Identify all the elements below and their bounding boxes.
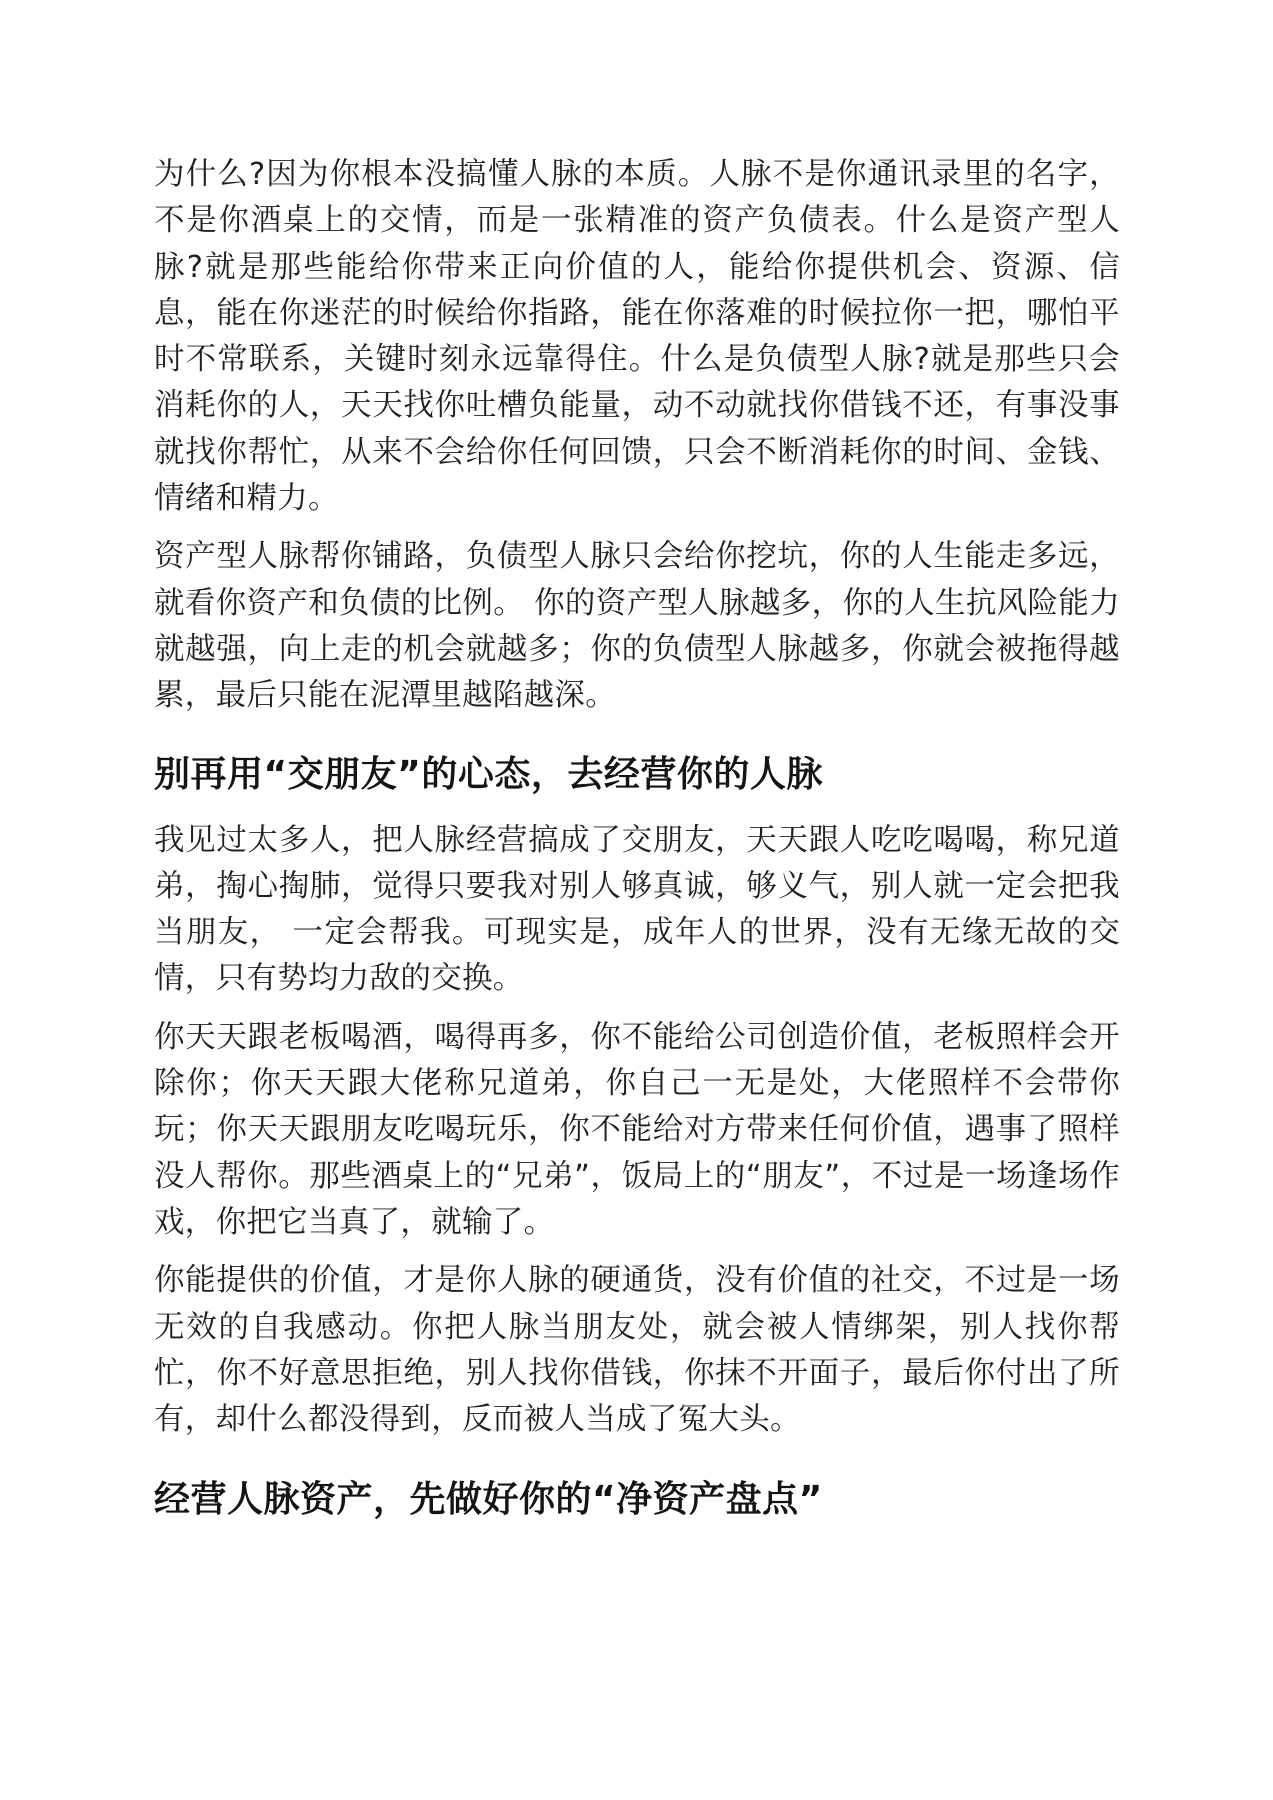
- paragraph-friendship: 我见过太多人，把人脉经营搞成了交朋友，天天跟人吃吃喝喝，称兄道弟，掏心掏肺，觉得只要我对别人够真诚，够义气，别人就一定会把我当朋友， 一定会帮我。可现实是，成年人的世界，没有无缘无故的交情，只有势均力敌的交换。: [154, 822, 1120, 997]
- paragraph-ratio: 资产型人脉帮你铺路，负债型人脉只会给你挖坑，你的人生能走多远，就看你资产和负债的比例。 你的资产型人脉越多，你的人生抗风险能力就越强，向上走的机会就越多；你的负债型人脉越多，你就会被拖得越累，最后只能在泥潭里越陷越深。: [154, 539, 1120, 714]
- section-heading-net-asset: 经营人脉资产，先做好你的“净资产盘点”: [154, 1479, 823, 1521]
- paragraph-boss-example: 你天天跟老板喝酒，喝得再多，你不能给公司创造价值，老板照样会开除你；你天天跟大佬称兄道弟，你自己一无是处，大佬照样不会带你玩；你天天跟朋友吃喝玩乐，你不能给对方带来任何价值，遇事了照样没人帮你。那些酒桌上的“兄弟”，饭局上的“朋友”，不过是一场逢场作戏，你把它当真了，就输了。: [154, 1019, 1120, 1240]
- paragraph-asset-liability: 为什么?因为你根本没搞懂人脉的本质。人脉不是你通讯录里的名字，不是你酒桌上的交情，而是一张精准的资产负债表。什么是资产型人脉?就是那些能给你带来正向价值的人，能给你提供机会、资源、信息，能在你迷茫的时候给你指路，能在你落难的时候拉你一把，哪怕平时不常联系，关键时刻永远靠得住。什么是负债型人脉?就是那些只会消耗你的人，天天找你吐槽负能量，动不动就找你借钱不还，有事没事就找你帮忙，从来不会给你任何回馈，只会不断消耗你的时间、金钱、情绪和精力。: [154, 157, 1120, 517]
- document-page: [154, 152, 1120, 1543]
- paragraph-value: 你能提供的价值，才是你人脉的硬通货，没有价值的社交，不过是一场无效的自我感动。你把人脉当朋友处，就会被人情绑架，别人找你帮忙，你不好意思拒绝，别人找你借钱，你抹不开面子，最后你付出了所有，却什么都没得到，反而被人当成了冤大头。: [154, 1263, 1120, 1438]
- section-heading-friendship: 别再用“交朋友”的心态，去经营你的人脉: [154, 753, 823, 795]
